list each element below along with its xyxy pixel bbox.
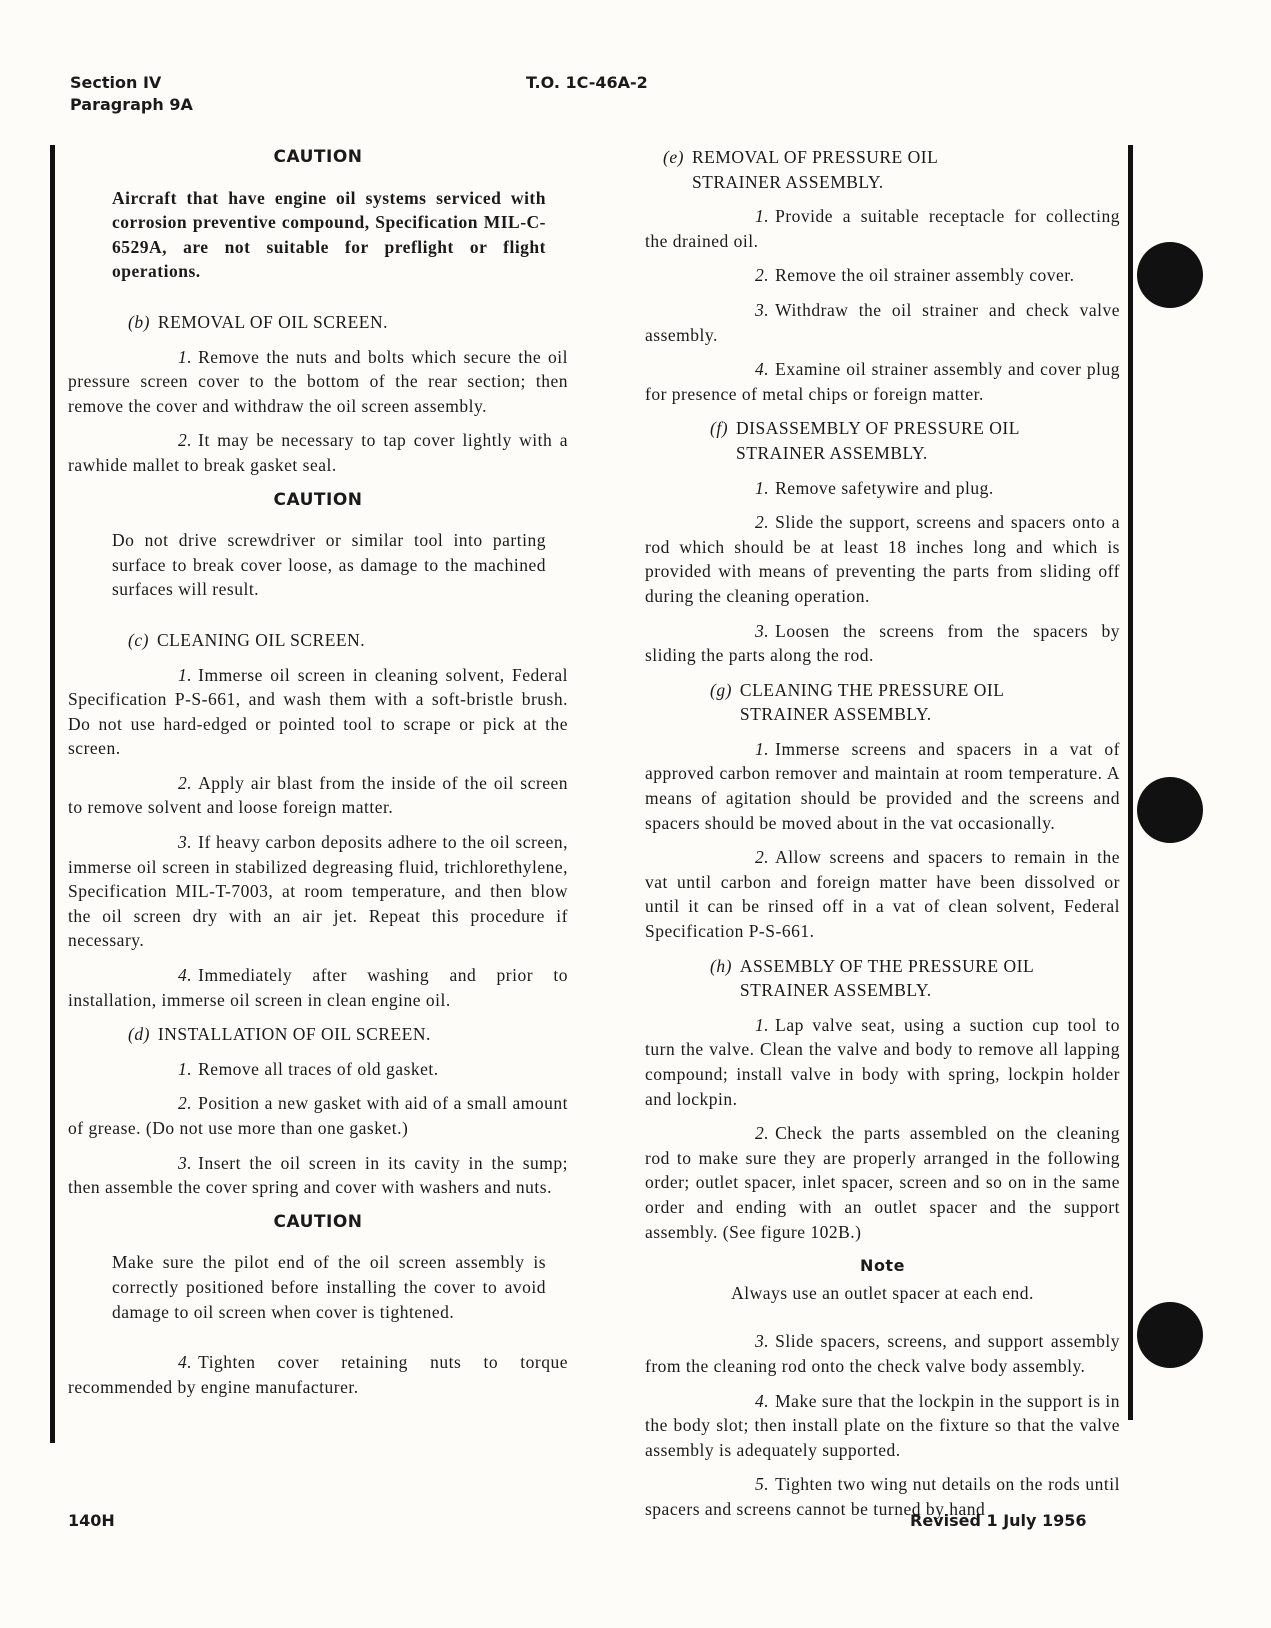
step-text: Slide spacers, screens, and support assembly from the cleaning rod onto the check valve body assembly. <box>645 1331 1120 1376</box>
step-text: Immediately after washing and prior to installation, immerse oil screen in clean engine oil. <box>68 965 568 1010</box>
step-text: Allow screens and spacers to remain in the vat until carbon and foreign matter have been dissolved or until it can be rinsed off in a vat of clean solvent, Federal Specification P-S-661. <box>645 847 1120 942</box>
step-paragraph <box>645 510 1120 608</box>
step-text: Remove safetywire and plug. <box>775 477 994 498</box>
step-number: 2. <box>178 1093 193 1114</box>
subsection-label: (f) <box>710 418 729 439</box>
step-text: If heavy carbon deposits adhere to the oil screen, immerse oil screen in stabilized degreasing fluid, trichlorethylene, Specification MIL-T-7003, at room temperature, and then blow the oil screen dry with an air jet. Repeat this procedure if necessary. <box>68 832 568 951</box>
note-text: Always use an outlet spacer at each end. <box>731 1282 1034 1303</box>
subsection-heading <box>645 678 1120 727</box>
step-text: Tighten cover retaining nuts to torque recommended by engine manufacturer. <box>68 1352 568 1397</box>
subsection-label: (g) <box>710 679 732 700</box>
subsection-title: REMOVAL OF OIL SCREEN. <box>157 311 388 332</box>
subsection-title: INSTALLATION OF OIL SCREEN. <box>157 1024 431 1045</box>
subsection-heading <box>68 310 568 335</box>
step-text: Remove the nuts and bolts which secure the oil pressure screen cover to the bottom of the rear section; then remove the cover and withdraw the oil screen assembly. <box>68 346 568 416</box>
step-text: Make sure that the lockpin in the support is in the body slot; then install plate on the fixture so that the valve assembly is adequately supported. <box>645 1390 1120 1460</box>
step-text: Remove all traces of old gasket. <box>198 1058 439 1079</box>
subsection-label: (e) <box>663 147 684 167</box>
step-paragraph <box>645 1013 1120 1111</box>
section-label: Section IV <box>70 73 162 92</box>
step-number: 1. <box>178 1058 193 1079</box>
step-number: 4. <box>755 1390 770 1411</box>
step-number: 1. <box>178 346 193 367</box>
step-paragraph <box>68 428 568 477</box>
step-paragraph <box>645 737 1120 835</box>
subsection-heading <box>68 1022 568 1047</box>
subsection-heading <box>645 145 1120 194</box>
step-text: Lap valve seat, using a suction cup tool to turn the valve. Clean the valve and body to remove all lapping compound; install valve in body with spring, lockpin holder and lockpin. <box>645 1014 1120 1109</box>
caution-heading: CAUTION <box>273 1211 363 1232</box>
revision-date: Revised 1 July 1956 <box>910 1511 1087 1530</box>
step-paragraph <box>68 771 568 820</box>
step-number: 1. <box>755 206 770 227</box>
step-paragraph <box>645 263 1120 288</box>
step-number: 1. <box>755 1014 770 1035</box>
step-paragraph <box>68 1091 568 1140</box>
step-number: 2. <box>755 1123 770 1144</box>
change-bar-right <box>1128 145 1133 1420</box>
step-paragraph <box>68 345 568 419</box>
step-paragraph <box>645 357 1120 406</box>
step-text: Loosen the screens from the spacers by sliding the parts along the rod. <box>645 620 1120 666</box>
step-number: 2. <box>755 265 770 286</box>
binder-hole <box>1137 777 1203 843</box>
step-text: Immerse screens and spacers in a vat of approved carbon remover and maintain at room temperature. A means of agitation should be provided and the screens and spacers should be moved about in the vat occasionally. <box>645 738 1120 833</box>
step-paragraph <box>645 204 1120 253</box>
page-number: 140H <box>68 1511 115 1530</box>
subsection-label: (h) <box>710 955 732 976</box>
binder-hole <box>1137 1302 1203 1368</box>
step-paragraph <box>68 830 568 953</box>
step-text: Slide the support, screens and spacers onto a rod which should be at least 18 inches long and which is provided with means of preventing the parts from sliding off during the cleaning operation. <box>645 512 1120 606</box>
subsection-title: CLEANING THE PRESSURE OIL STRAINER ASSEMBLY. <box>739 679 1004 725</box>
step-text: It may be necessary to tap cover lightly with a rawhide mallet to break gasket seal. <box>68 430 568 475</box>
step-text: Position a new gasket with aid of a small amount of grease. (Do not use more than one gasket.) <box>68 1093 568 1138</box>
step-text: Provide a suitable receptacle for collecting the drained oil. <box>645 206 1120 251</box>
change-bar-left <box>50 145 55 1443</box>
step-number: 3. <box>755 620 770 641</box>
step-paragraph <box>645 1121 1120 1244</box>
binder-hole <box>1137 242 1203 308</box>
step-number: 4. <box>755 359 770 380</box>
left-column <box>68 145 568 1409</box>
step-number: 2. <box>178 772 193 793</box>
step-paragraph <box>68 963 568 1012</box>
step-paragraph <box>645 298 1120 347</box>
caution-text: Make sure the pilot end of the oil screen assembly is correctly positioned before installing the cover to avoid damage to oil screen when cover is tightened. <box>112 1252 546 1322</box>
subsection-heading <box>645 416 1120 465</box>
subsection-title: CLEANING OIL SCREEN. <box>156 629 366 650</box>
step-paragraph <box>645 845 1120 943</box>
step-text: Check the parts assembled on the cleaning rod to make sure they are properly arranged in the following order; outlet spacer, inlet spacer, screen and so on in the same order and ending with an outlet spacer and the support assembly. (See figure 102B.) <box>645 1123 1120 1242</box>
caution-text: Aircraft that have engine oil systems serviced with corrosion preventive compound, Specification MIL-C-6529A, are not suitable for preflight or flight operations. <box>112 187 546 282</box>
caution-text: Do not drive screwdriver or similar tool into parting surface to break cover loose, as damage to the machined surfaces will result. <box>112 530 546 600</box>
step-number: 1. <box>178 664 193 685</box>
step-paragraph <box>645 1329 1120 1378</box>
subsection-heading <box>68 628 568 653</box>
paragraph-label: Paragraph 9A <box>70 95 193 114</box>
step-paragraph <box>645 1389 1120 1463</box>
step-number: 1. <box>755 477 770 498</box>
step-number: 2. <box>755 847 770 868</box>
subsection-label: (b) <box>128 311 150 332</box>
subsection-label: (c) <box>128 629 149 650</box>
step-text: Withdraw the oil strainer and check valve assembly. <box>645 299 1120 345</box>
right-column <box>645 145 1120 1532</box>
step-number: 2. <box>178 430 193 451</box>
note-heading: Note <box>860 1256 905 1276</box>
step-text: Examine oil strainer assembly and cover plug for presence of metal chips or foreign matter. <box>645 359 1120 404</box>
subsection-title: ASSEMBLY OF THE PRESSURE OIL STRAINER ASSEMBLY. <box>739 955 1034 1001</box>
step-number: 3. <box>178 832 193 853</box>
step-paragraph <box>68 1057 568 1082</box>
step-number: 3. <box>755 299 770 320</box>
step-number: 5. <box>755 1474 770 1495</box>
step-number: 2. <box>755 512 770 533</box>
caution-heading: CAUTION <box>273 147 363 167</box>
subsection-heading <box>645 954 1120 1003</box>
step-paragraph <box>68 1350 568 1399</box>
caution-heading: CAUTION <box>273 489 363 510</box>
step-text: Apply air blast from the inside of the oil screen to remove solvent and loose foreign matter. <box>68 772 568 818</box>
step-paragraph <box>645 619 1120 668</box>
step-number: 3. <box>178 1152 193 1173</box>
step-text: Remove the oil strainer assembly cover. <box>775 265 1075 286</box>
step-text: Tighten two wing nut details on the rods until spacers and screens cannot be turned by hand <box>645 1474 1120 1519</box>
step-number: 1. <box>755 738 770 759</box>
step-number: 4. <box>178 1352 193 1373</box>
document-number: T.O. 1C-46A-2 <box>526 73 648 92</box>
step-number: 4. <box>178 965 193 986</box>
step-paragraph <box>68 1151 568 1200</box>
subsection-title: DISASSEMBLY OF PRESSURE OIL STRAINER ASSEMBLY. <box>736 418 1020 463</box>
subsection-label: (d) <box>128 1024 150 1045</box>
step-paragraph <box>645 476 1120 501</box>
step-text: Insert the oil screen in its cavity in the sump; then assemble the cover spring and cover with washers and nuts. <box>68 1152 568 1198</box>
step-number: 3. <box>755 1331 770 1352</box>
step-text: Immerse oil screen in cleaning solvent, Federal Specification P-S-661, and wash them with a soft-bristle brush. Do not use hard-edged or pointed tool to scrape or pick at the screen. <box>68 664 568 759</box>
subsection-title: REMOVAL OF PRESSURE OIL STRAINER ASSEMBLY. <box>691 147 938 192</box>
step-paragraph <box>68 663 568 761</box>
